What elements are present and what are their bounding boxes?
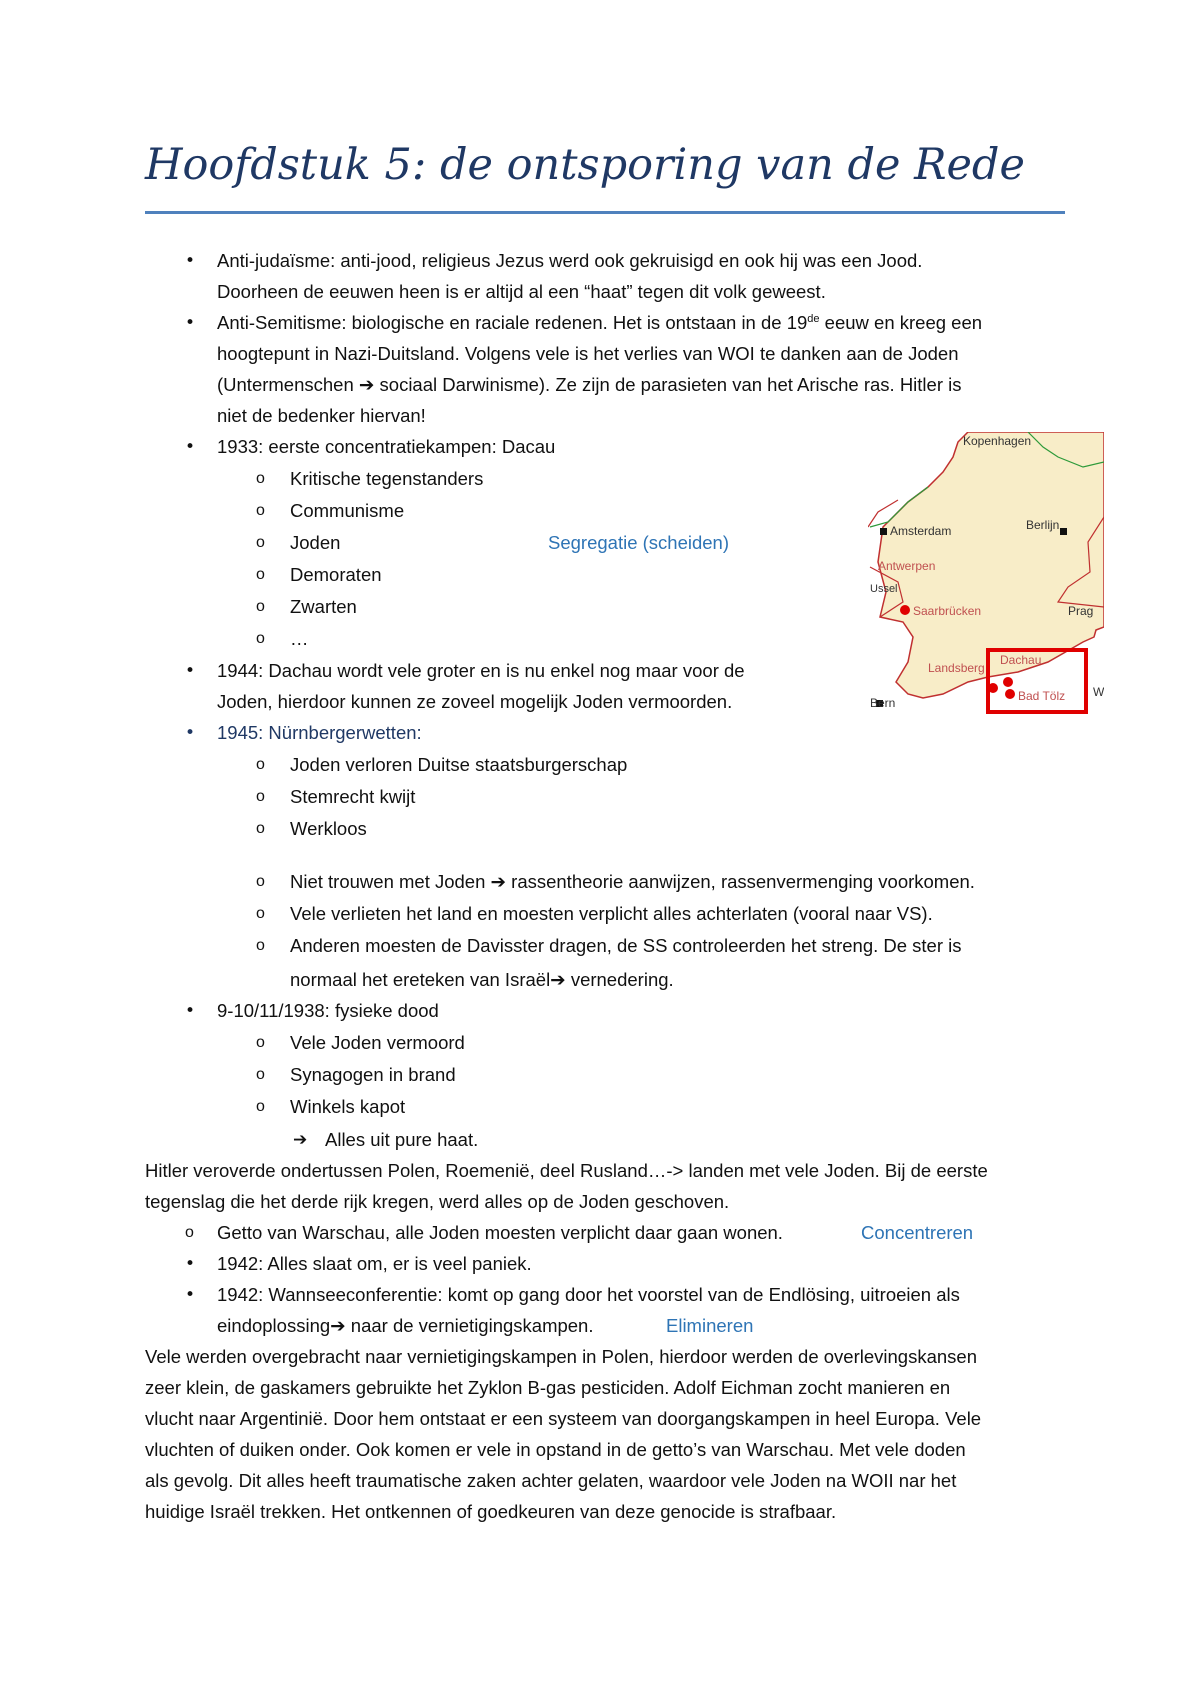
bullet-icon: • — [185, 1001, 196, 1021]
para1-line-1: Hitler veroverde ondertussen Polen, Roemenië, deel Rusland…-> landen met vele Joden. Bij de eerste — [145, 1160, 988, 1181]
y1933-item: … — [290, 628, 309, 649]
map-label: Bern — [870, 696, 896, 710]
bullet-icon: • — [185, 1285, 196, 1305]
y1933-item: Zwarten — [290, 596, 357, 617]
city-marker — [1060, 528, 1067, 535]
city-dot — [1005, 689, 1015, 699]
para1-line-2: tegenslag die het derde rijk kregen, werd alles op de Joden geschoven. — [145, 1191, 730, 1212]
antisemitisme-line-3: (Untermenschen ➔ sociaal Darwinisme). Ze zijn de parasieten van het Arische ras. Hitler is — [217, 374, 962, 395]
map-label: Ussel — [870, 583, 898, 595]
circle-bullet-icon: o — [256, 788, 265, 805]
bullet-icon: • — [185, 661, 196, 681]
y1944-line-2: Joden, hierdoor kunnen ze zoveel mogelijk Joden vermoorden. — [217, 691, 733, 712]
para2-line: Vele werden overgebracht naar vernietigingskampen in Polen, hierdoor werden de overlevingskansen — [145, 1346, 977, 1367]
map-label: Landsberg — [928, 661, 985, 675]
circle-bullet-icon: o — [256, 470, 265, 487]
y1945-item-6-line-1: Anderen moesten de Davisster dragen, de SS controleerden het streng. De ster is — [290, 935, 962, 956]
y1938-label: 9-10/11/1938: fysieke dood — [217, 1000, 439, 1021]
y1942-wannsee-line-1: 1942: Wannseeconferentie: komt op gang door het voorstel van de Endlösing, uitroeien als — [217, 1284, 960, 1305]
germany-map — [868, 432, 1104, 732]
arrow-icon: ➔ — [293, 1130, 308, 1150]
y1933-item: Demoraten — [290, 564, 382, 585]
antisemitisme-line-1: Anti-Semitisme: biologische en raciale redenen. Het is ontstaan in de 19de eeuw en kreeg een — [217, 312, 983, 333]
circle-bullet-icon: o — [185, 1224, 194, 1241]
y1945-item: Werkloos — [290, 818, 367, 839]
bullet-icon: • — [185, 437, 196, 457]
map-label: Berlijn — [1026, 518, 1060, 532]
map-label: Bad Tölz — [1018, 689, 1066, 703]
y1938-item: Winkels kapot — [290, 1096, 406, 1117]
y1945-label: 1945: Nürnbergerwetten: — [217, 722, 422, 743]
y1933-item: Kritische tegenstanders — [290, 468, 484, 489]
page-title: Hoofdstuk 5: de ontsporing van de Rede — [145, 140, 1025, 190]
map-label: Antwerpen — [878, 559, 936, 573]
y1945-item: Niet trouwen met Joden ➔ rassentheorie aanwijzen, rassenvermenging voorkomen. — [290, 871, 975, 892]
bullet-icon: • — [185, 723, 196, 743]
map-label: Kopenhagen — [963, 434, 1032, 448]
circle-bullet-icon: o — [256, 534, 265, 551]
y1945-item: Joden verloren Duitse staatsburgerschap — [290, 754, 628, 775]
map-label: Prag — [1068, 604, 1094, 618]
y1938-conclusion: Alles uit pure haat. — [325, 1129, 479, 1150]
map-label: Dachau — [1000, 653, 1042, 667]
circle-bullet-icon: o — [256, 937, 265, 954]
concentreren-note: Concentreren — [861, 1222, 974, 1243]
circle-bullet-icon: o — [256, 598, 265, 615]
y1933-item: Communisme — [290, 500, 405, 521]
circle-bullet-icon: o — [256, 756, 265, 773]
y1945-item-6-line-2: normaal het ereteken van Israël➔ vernedering. — [290, 969, 674, 990]
bullet-icon: • — [185, 1254, 196, 1274]
city-marker — [880, 528, 887, 535]
map-label: Saarbrücken — [913, 604, 982, 618]
circle-bullet-icon: o — [256, 1066, 265, 1083]
antisemitisme-line-2: hoogtepunt in Nazi-Duitsland. Volgens vele is het verlies van WOI te danken aan de Joden — [217, 343, 959, 364]
circle-bullet-icon: o — [256, 630, 265, 647]
circle-bullet-icon: o — [256, 1034, 265, 1051]
bullet-icon: • — [185, 251, 196, 271]
y1933-item: Joden — [290, 532, 341, 553]
bullet-icon: • — [185, 313, 196, 333]
y1945-item: Stemrecht kwijt — [290, 786, 416, 807]
circle-bullet-icon: o — [256, 905, 265, 922]
para2-line: vluchten of duiken onder. Ook komen er vele in opstand in de getto’s van Warschau. Met vele doden — [145, 1439, 966, 1460]
getto-text: Getto van Warschau, alle Joden moesten verplicht daar gaan wonen. — [217, 1222, 783, 1243]
city-dot — [1003, 677, 1013, 687]
y1942-paniek: 1942: Alles slaat om, er is veel paniek. — [217, 1253, 532, 1274]
map-label: W — [1093, 685, 1104, 699]
antijudaisme-line-1: Anti-judaïsme: anti-jood, religieus Jezus werd ook gekruisigd en ook hij was een Jood. — [217, 250, 923, 271]
antijudaisme-line-2: Doorheen de eeuwen heen is er altijd al een “haat” tegen dit volk geweest. — [217, 281, 826, 302]
y1938-item: Vele Joden vermoord — [290, 1032, 465, 1053]
elimineren-note: Elimineren — [666, 1315, 754, 1336]
y1945-item: Vele verlieten het land en moesten verplicht alles achterlaten (vooral naar VS). — [290, 903, 933, 924]
circle-bullet-icon: o — [256, 1098, 265, 1115]
para2-line: huidige Israël trekken. Het ontkennen of goedkeuren van deze genocide is strafbaar. — [145, 1501, 837, 1522]
para2-line: als gevolg. Dit alles heeft traumatische zaken achter gelaten, waardoor vele Joden na WOII nar het — [145, 1470, 957, 1491]
circle-bullet-icon: o — [256, 873, 265, 890]
title-underline — [145, 211, 1065, 214]
para2-line: vlucht naar Argentinië. Door hem ontstaat er een systeem van doorgangskampen in heel Europa. Vele — [145, 1408, 982, 1429]
antisemitisme-line-4: niet de bedenker hiervan! — [217, 405, 426, 426]
circle-bullet-icon: o — [256, 820, 265, 837]
para2-line: zeer klein, de gaskamers gebruikte het Zyklon B-gas pesticiden. Adolf Eichman zocht manieren en — [145, 1377, 951, 1398]
city-dot — [900, 605, 910, 615]
y1933-label: 1933: eerste concentratiekampen: Dacau — [217, 436, 556, 457]
circle-bullet-icon: o — [256, 566, 265, 583]
y1944-line-1: 1944: Dachau wordt vele groter en is nu enkel nog maar voor de — [217, 660, 745, 681]
segregatie-note: Segregatie (scheiden) — [548, 532, 729, 553]
y1938-item: Synagogen in brand — [290, 1064, 456, 1085]
circle-bullet-icon: o — [256, 502, 265, 519]
map-label: Amsterdam — [890, 524, 952, 538]
y1942-wannsee-line-2: eindoplossing➔ naar de vernietigingskampen. — [217, 1315, 594, 1336]
